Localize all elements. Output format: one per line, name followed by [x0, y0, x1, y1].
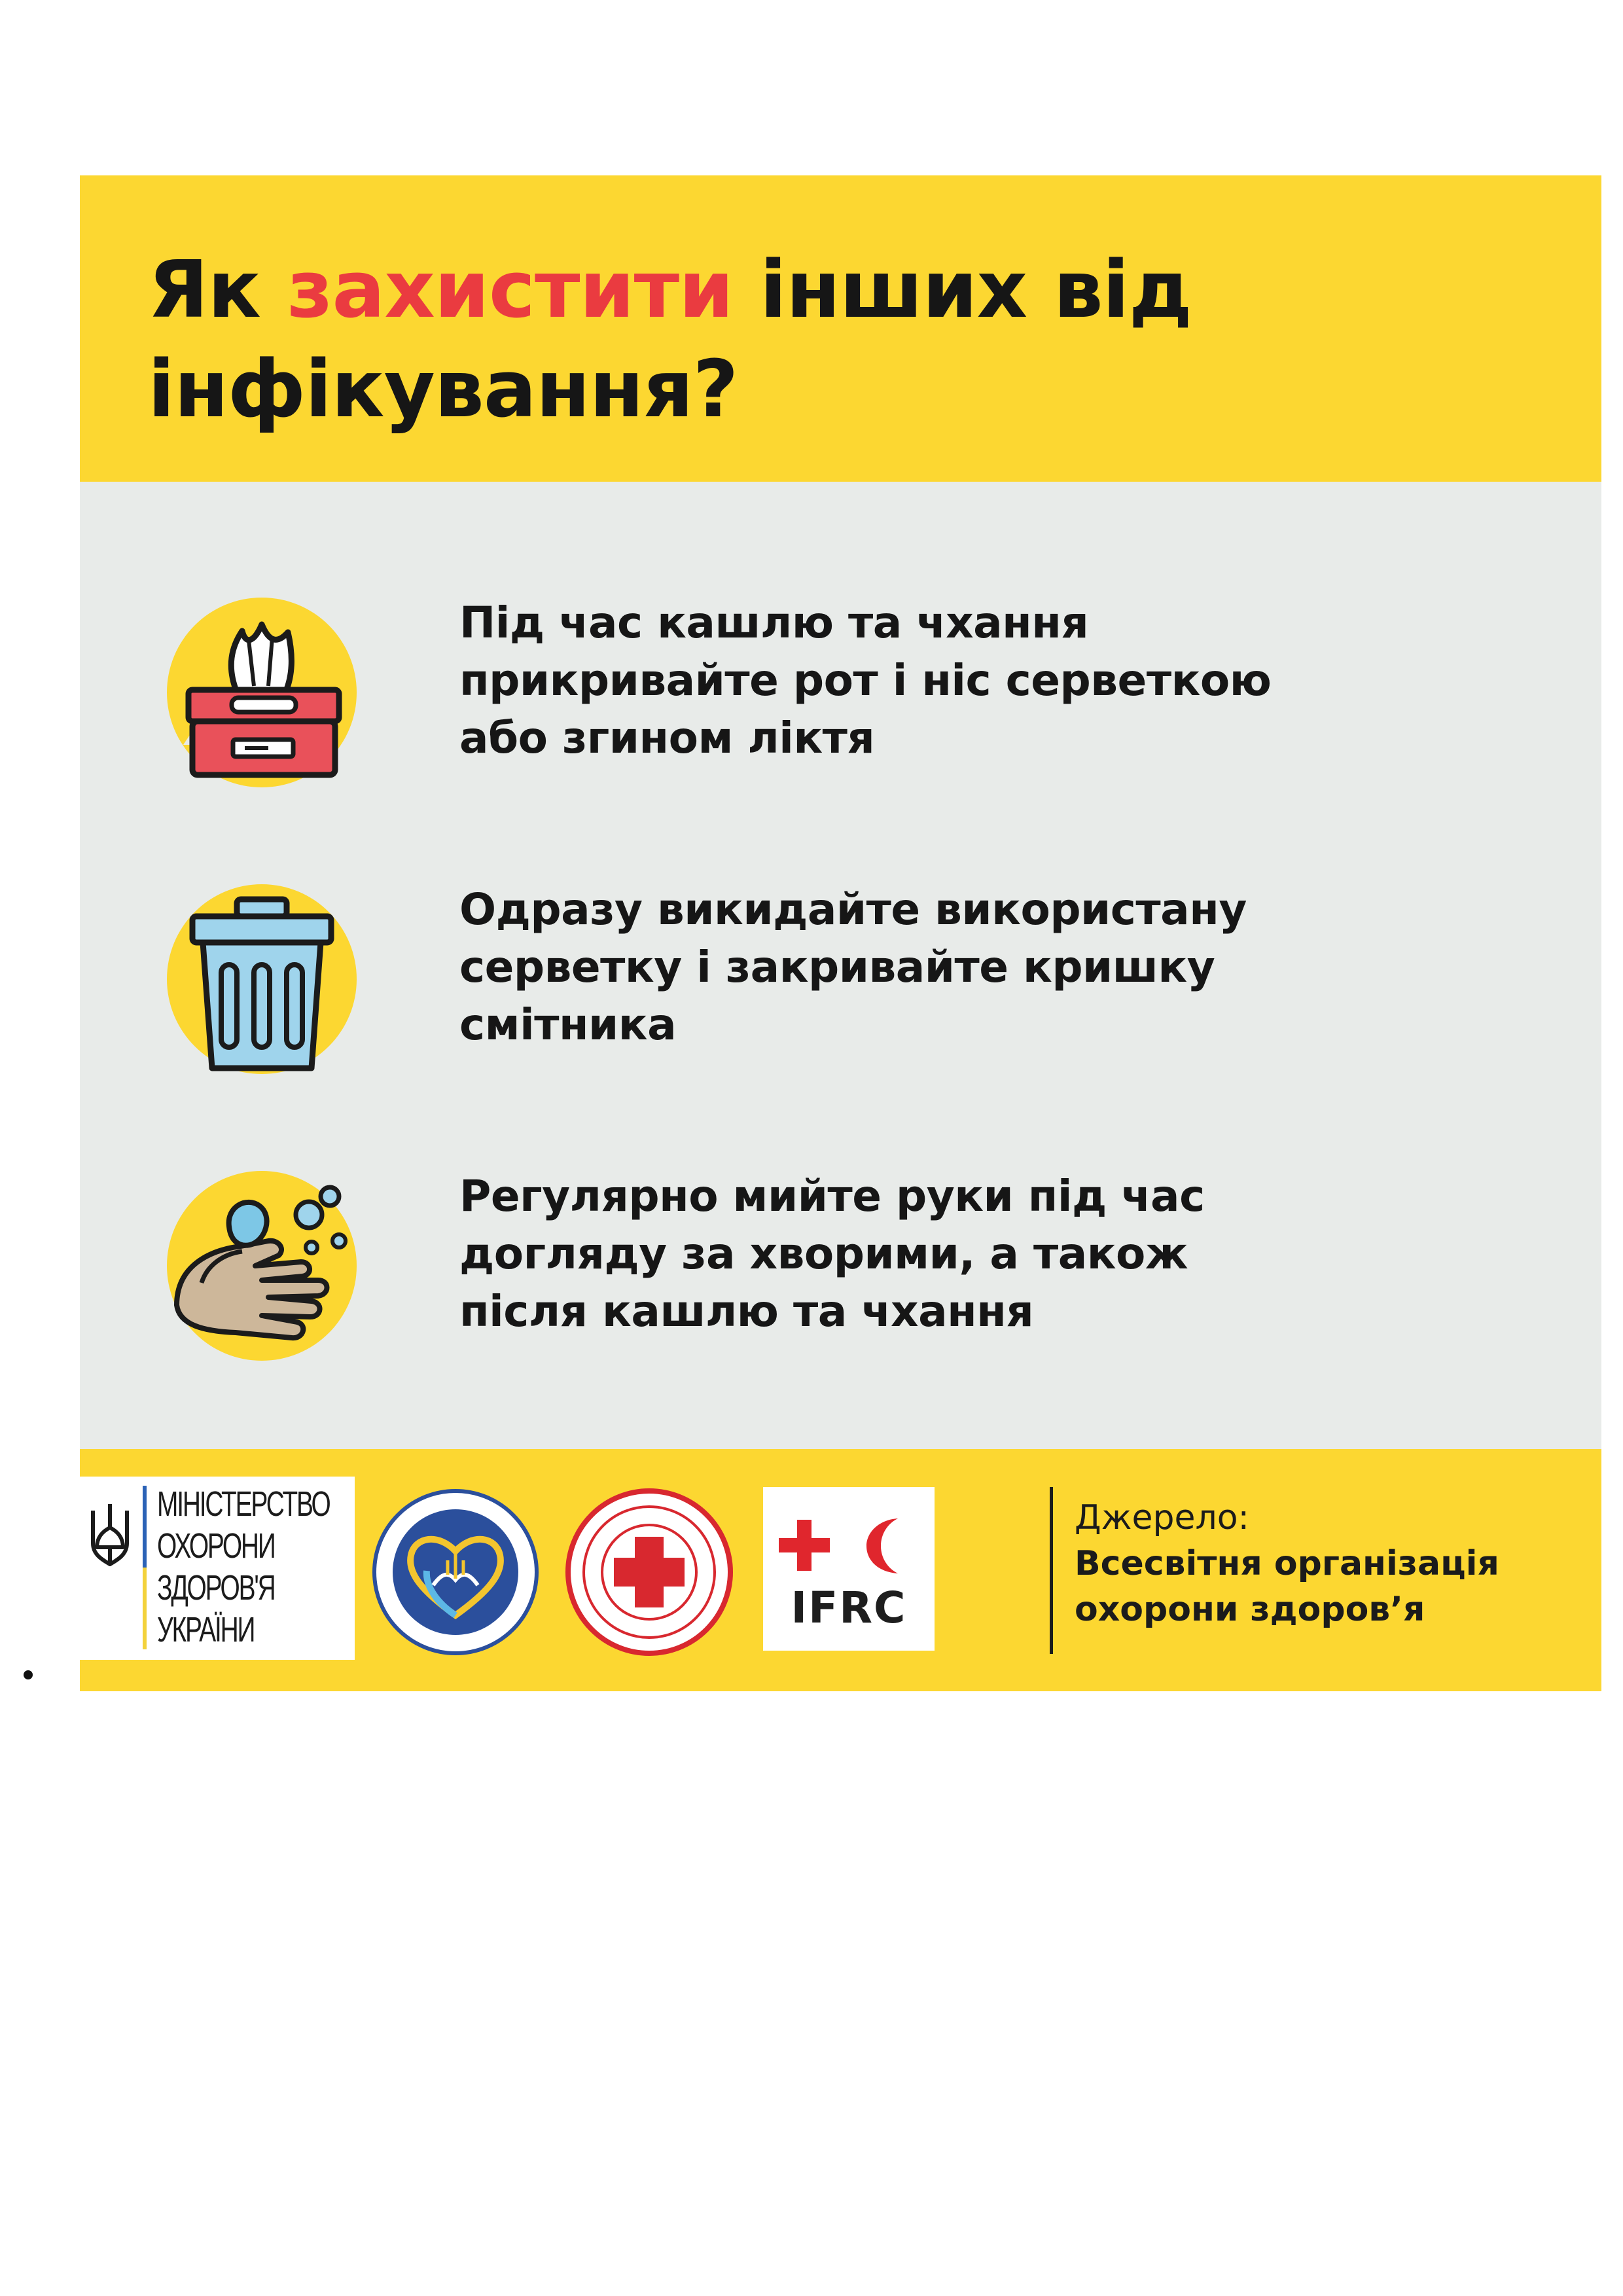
- trash-can-icon: [164, 881, 360, 1077]
- moh-line: ОХОРОНИ: [157, 1526, 275, 1566]
- title-line-1: [148, 241, 1192, 340]
- tip-line: Регулярно мийте руки під час: [459, 1171, 1205, 1221]
- title-accent: захистити: [287, 245, 734, 336]
- tip-line: або згином ліктя: [459, 713, 875, 763]
- tip-line: Одразу викидайте використану: [459, 884, 1247, 935]
- header-banner: [80, 175, 1601, 482]
- source-label: Джерело:: [1075, 1498, 1250, 1537]
- ministry-of-health-logo: [80, 1477, 355, 1660]
- title-line-2: інфікування?: [148, 344, 738, 435]
- volunteer-commissioner-seal: [370, 1487, 541, 1657]
- tip-line: догляду за хворими, а також: [459, 1229, 1188, 1279]
- tip-line: смітника: [459, 999, 677, 1050]
- footer-divider: [1050, 1487, 1053, 1654]
- title-after: інших від: [733, 245, 1192, 336]
- red-cross-crescent-icon: [763, 1487, 935, 1585]
- source-block: [1075, 1495, 1499, 1632]
- ifrc-label: IFRC: [791, 1583, 907, 1633]
- tip-line: Під час кашлю та чхання: [459, 598, 1089, 648]
- tip-line: прикривайте рот і ніс серветкою: [459, 655, 1272, 706]
- flag-bar: [143, 1486, 147, 1649]
- infographic-poster: [80, 175, 1601, 1691]
- tip-line: після кашлю та чхання: [459, 1286, 1034, 1336]
- source-org-line: охорони здоров’я: [1075, 1590, 1425, 1629]
- tip-text: [459, 881, 1441, 1054]
- ifrc-logo: [763, 1487, 935, 1651]
- moh-logo-text: [157, 1483, 330, 1651]
- red-cross-society-seal: [564, 1487, 734, 1657]
- tip-text: [459, 594, 1441, 767]
- tip-line: серветку і закривайте кришку: [459, 942, 1215, 992]
- moh-line: УКРАЇНИ: [157, 1610, 255, 1649]
- tip-text: [459, 1168, 1441, 1340]
- footer-banner: [80, 1449, 1601, 1691]
- washing-hands-icon: [164, 1168, 360, 1364]
- moh-line: МІНІСТЕРСТВО: [157, 1484, 330, 1524]
- source-org-line: Всесвітня організація: [1075, 1544, 1499, 1583]
- moh-line: ЗДОРОВ'Я: [157, 1568, 275, 1607]
- trident-icon: [89, 1501, 131, 1567]
- page-title: [148, 241, 1192, 440]
- list-bullet: [24, 1670, 33, 1679]
- title-before: Як: [148, 245, 287, 336]
- tissue-box-icon: [164, 594, 360, 791]
